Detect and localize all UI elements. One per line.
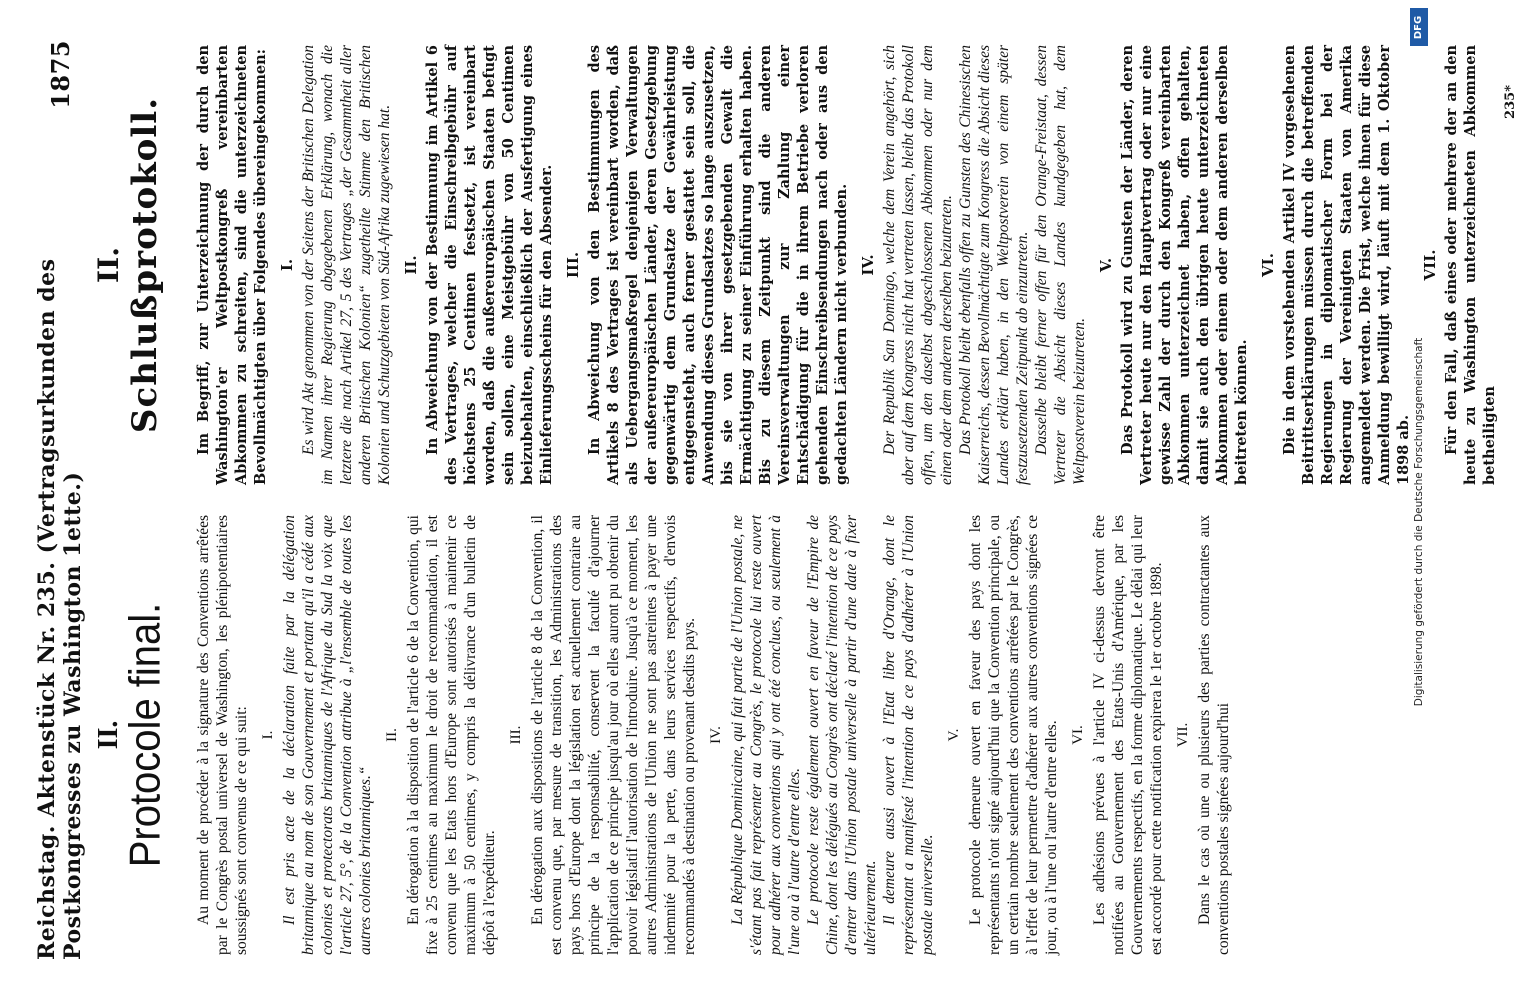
- german-section-text: Das Protokoll bleibt ebenfalls offen zu Gunsten des Chinesischen Kaiserreichs, dessen Bevollmächtigte zum Kongress die Absicht dieses Landes erklärt haben, in den Weltpostverein von einem später festzusetzenden Zeitpunkt ab einzutreten.: [957, 45, 1031, 485]
- french-intro: Au moment de procéder à la signature des Conventions arrêtées par le Congrès postal universel de Washington, les plénipotentiaires soussignés sont convenus de ce qui suit:: [195, 515, 250, 955]
- header-title: Reichstag. Aktenstück Nr. 235. (Vertragsurkunden des Postkongresses zu Washington 1ette.): [34, 258, 86, 960]
- french-column: [95, 515, 1385, 955]
- french-section-number: I.: [260, 730, 276, 740]
- french-section-text: Les adhésions prévues à l'article IV ci-dessus devront être notifiées au Gouvernement des Etats-Unis d'Amérique, par les Gouvernements respectifs, en la forme diplomatique. Le délai qui leur est accordé pour cette notification expirera le 1er octobre 1898.: [1091, 515, 1165, 955]
- german-title: Schlußprotokoll.: [125, 96, 165, 434]
- german-section-text: Es wird Akt genommen von der Seitens der Britischen Delegation im Namen ihrer Regierung abgegebenen Erklärung, wonach die letztere die nach Artikel 27, 5 des Vertrages „der Gesammtheit aller anderen Britischen Kolonien“ zugetheilte Stimme den Britischen Kolonien und Schutzgebieten von Süd-Afrika zugewiesen hat.: [300, 45, 393, 485]
- french-section-text: Le protocole reste également ouvert en faveur de l'Empire de Chine, dont les délégués au Congrès ont déclaré l'intention de ce pays d'entrer dans l'Union postale universelle à partir d'une date à fixer ultérieurement.: [805, 515, 879, 955]
- page-header: [34, 40, 86, 960]
- french-section-number: VII.: [1175, 722, 1191, 748]
- french-title: Protocole final.: [120, 602, 170, 868]
- german-section-text: Für den Fall, daß eines oder mehrere der an den heute zu Washington unterzeichneten Abkommen betheiligten: [1443, 45, 1498, 485]
- french-section-text: En dérogation à la disposition de l'article 6 de la Convention, qui fixe à 25 centimes au maximum le droit de recommandation, il est convenu que les Etats hors d'Europe sont autorisés à maintenir ce maximum à 50 centimes, y compris la délivrance d'un bulletin de dépôt à l'expéditeur.: [405, 515, 498, 955]
- german-section-number: IV.: [859, 254, 877, 276]
- german-section-number: I.: [278, 258, 296, 272]
- dfg-sidebar: [1410, 8, 1428, 998]
- german-roman-numeral: II.: [92, 247, 125, 283]
- french-roman-numeral: II.: [93, 720, 124, 750]
- french-section-text: Il demeure aussi ouvert à l'Etat libre d'Orange, dont le représentant a manifesté l'intention de ce pays d'adhérer à l'Union postale universelle.: [881, 515, 936, 955]
- french-section-number: III.: [508, 725, 524, 745]
- dfg-logo: DFG: [1410, 8, 1428, 46]
- german-section-number: III.: [564, 251, 582, 279]
- french-section-text: Le protocole demeure ouvert en faveur des pays dont les représentants n'ont signé aujourd'hui que la Convention principale, ou un certain nombre seulement des conventions arrêtées par le Congrès, à l'effet de leur permettre d'adhérer aux autres conventions signées ce jour, ou à l'une ou l'autre d'entre elles.: [967, 515, 1060, 955]
- french-section-text: Il est pris acte de la déclaration faite par la délégation britannique au nom de son Gouvernement et portant qu'il a cédé aux colonies et protectorats britanniques de l'Afrique du Sud la voix que l'article 27, 5°, de la Convention attribue à „l'ensemble de toutes les autres colonies britanniques.“: [281, 515, 374, 955]
- german-section-text: Der Republik San Domingo, welche dem Verein angehört, sich aber auf dem Kongress nicht hat vertreten lassen, bleibt das Protokoll offen, um den daselbst abgeschlossenen Abkommen oder nur dem einen oder dem anderen derselben beizutreten.: [881, 45, 955, 485]
- dfg-credit: Digitalisierung gefördert durch die Deutsche Forschungsgemeinschaft: [1413, 337, 1425, 707]
- french-section-text: La République Dominicaine, qui fait partie de l'Union postale, ne s'étant pas fait représenter au Congrès, le protocole lui reste ouvert pour adhérer aux conventions qui y ont été conclues, ou seulement à l'une ou à l'autre d'entre elles.: [729, 515, 803, 955]
- german-section-text: Die in dem vorstehenden Artikel IV vorgesehenen Beitrittserklärungen müssen durch die betreffenden Regierungen in diplomatischer Form bei der Regierung der Vereinigten Staaten von Amerika angemeldet werden. Die Frist, welche ihnen für diese Anmeldung bewilligt wird, läuft mit dem 1. Oktober 1898 ab.: [1281, 45, 1412, 485]
- german-section-text: In Abweichung von den Bestimmungen des Artikels 8 des Vertrages ist vereinbart worden, daß als Uebergangsmaßregel denjenigen Verwaltungen der außereuropäischen Länder, deren Gesetzgebung gegenwärtig dem Grundsatze der Gewährleistung entgegensteht, auch ferner gestattet sein soll, die Anwendung dieses Grundsatzes so lange auszusetzen, bis sie von ihrer gesetzgebenden Gewalt die Ermächtigung zu seiner Einführung erhalten haben. Bis zu diesem Zeitpunkt sind die anderen Vereinsverwaltungen zur Zahlung einer Entschädigung für die in ihrem Betriebe verloren gehenden Einschreibsendungen nach oder aus den gedachten Ländern nicht verbunden.: [586, 45, 850, 485]
- header-year: 1875: [45, 40, 75, 109]
- german-section-text: Dasselbe bleibt ferner offen für den Orange-Freistaat, dessen Vertreter die Absicht dieses Landes kundgegeben hat, dem Weltpostverein beizutreten.: [1033, 45, 1088, 485]
- german-section-number: II.: [402, 255, 420, 275]
- german-section-text: In Abweichung von der Bestimmung im Artikel 6 des Vertrages, welcher die Einschreibgebühr auf höchstens 25 Centimen festsetzt, ist vereinbart worden, daß die außereuropäischen Staaten befugt sein sollen, eine Meistgebühr von 50 Centimen beizubehalten, einschließlich der Ausfertigung eines Einlieferungsscheins für den Absender.: [424, 45, 555, 485]
- french-section-number: VI.: [1070, 725, 1086, 745]
- french-section-text: Dans le cas où une ou plusieurs des parties contractantes aux conventions postales signées aujourd'hui: [1196, 515, 1232, 955]
- french-section-number: II.: [384, 728, 400, 742]
- french-section-text: En dérogation aux dispositions de l'article 8 de la Convention, il est convenu que, par mesure de transition, les Administrations des pays hors d'Europe dont la législation est actuellement contraire au principe de la responsabilité, conservent la faculté d'ajourner l'application de ce principe jusqu'au jour où elles auront pu obtenir du pouvoir législatif l'autorisation de l'introduire. Jusqu'à ce moment, les autres Administrations de l'Union ne sont pas astreintes à payer une indemnité pour la perte, dans leurs services respectifs, d'envois recommandés à destination ou provenant desdits pays.: [529, 515, 698, 955]
- german-section-text: Das Protokoll wird zu Gunsten der Länder, deren Vertreter heute nur den Hauptvertrag oder nur eine gewisse Zahl der durch den Kongreß vereinbarten Abkommen unterzeichnet haben, offen gehalten, damit sie auch den übrigen heute unterzeichneten Abkommen oder einem oder dem anderen derselben beitreten können.: [1119, 45, 1250, 485]
- page-number: 235*: [1503, 85, 1518, 119]
- german-section-number: V.: [1097, 257, 1115, 273]
- german-intro: Im Begriff, zur Unterzeichnung der durch den Washington'er Weltpostkongreß vereinbarten Abkommen zu schreiten, sind die unterzeichneten Bevollmächtigten über Folgendes übereingekommen:: [195, 45, 269, 485]
- french-section-number: V.: [946, 728, 962, 742]
- german-section-number: VI.: [1259, 253, 1277, 277]
- german-column: [92, 45, 1518, 485]
- french-section-number: IV.: [708, 726, 724, 744]
- german-section-number: VII.: [1421, 249, 1439, 281]
